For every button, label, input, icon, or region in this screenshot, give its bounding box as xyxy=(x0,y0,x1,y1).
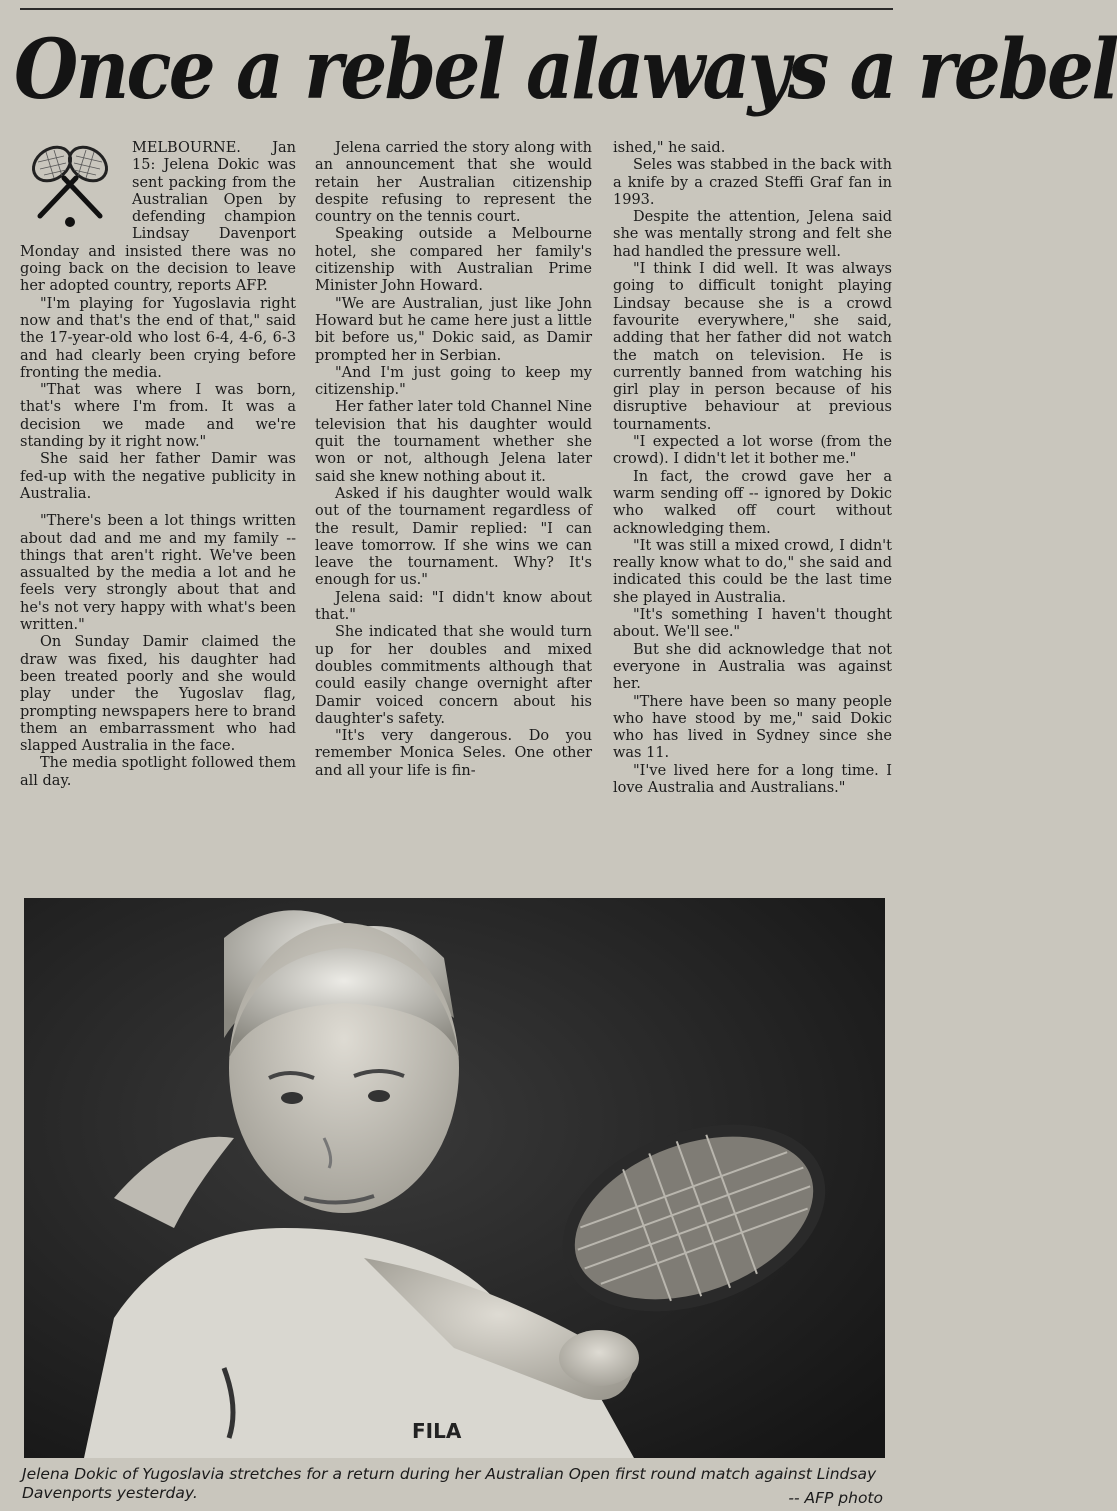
paragraph: Her father later told Channel Nine television that his daughter would quit the tournament whether she won or not, although Jelena later said she knew nothing about it. xyxy=(315,399,592,485)
headline: Once a rebel alaways a rebel xyxy=(14,22,1117,118)
paragraph: "I expected a lot worse (from the crowd). I didn't let it bother me." xyxy=(613,434,892,468)
paragraph: MELBOURNE. Jan 15: Jelena Dokic was sent packing from the Australian Open by defending champion Lindsay Davenport Monday and insisted there was no going back on the decision to leave her adopted country, reports AFP. xyxy=(20,140,296,295)
paragraph: Despite the attention, Jelena said she was mentally strong and felt she had handled the pressure well. xyxy=(613,209,892,260)
paragraph: "I'm playing for Yugoslavia right now and that's the end of that," said the 17-year-old who lost 6-4, 4-6, 6-3 and had clearly been crying before fronting the media. xyxy=(20,295,296,381)
article-column-2 xyxy=(315,140,592,780)
paragraph: "I've lived here for a long time. I love Australia and Australians." xyxy=(613,762,892,796)
paragraph: "It's something I haven't thought about. We'll see." xyxy=(613,607,892,641)
paragraph: Asked if his daughter would walk out of the tournament regardless of the result, Damir replied: "I can leave tomorrow. If she wins we can leave the tournament. Why? It's enough for us." xyxy=(315,485,592,589)
photo-caption: Jelena Dokic of Yugoslavia stretches for a return during her Australian Open first round match against Lindsay Davenports yesterday. xyxy=(22,1465,877,1502)
paragraph: The media spotlight followed them all day. xyxy=(20,755,296,789)
top-rule xyxy=(20,8,893,10)
paragraph: "I think I did well. It was always going to difficult tonight playing Lindsay because she is a crowd favourite everywhere," she said, adding that her father did not watch the match on television. He is currently banned from watching his girl play in person because of his disruptive behaviour at previous tournaments. xyxy=(613,261,892,433)
paragraph: Speaking outside a Melbourne hotel, she compared her family's citizenship with Australian Prime Minister John Howard. xyxy=(315,226,592,295)
article-column-3 xyxy=(613,140,892,797)
news-photo xyxy=(24,898,885,1458)
paragraph: She indicated that she would turn up for her doubles and mixed doubles commitments although that could easily change overnight after Damir voiced concern about his daughter's safety. xyxy=(315,624,592,727)
paragraph: On Sunday Damir claimed the draw was fixed, his daughter had been treated poorly and she would play under the Yugoslav flag, prompting newspapers here to brand them an embarrassment who had slapped Australia in the face. xyxy=(20,634,296,755)
paragraph: Jelena carried the story along with an announcement that she would retain her Australian citizenship despite refusing to represent the country on the tennis court. xyxy=(315,140,592,226)
paragraph: "It was still a mixed crowd, I didn't really know what to do," she said and indicated this could be the last time she played in Australia. xyxy=(613,537,892,606)
paragraph: "There have been so many people who have stood by me," said Dokic who has lived in Sydney since she was 11. xyxy=(613,693,892,762)
photo-credit: -- AFP photo xyxy=(788,1489,883,1507)
article-column-1 xyxy=(20,140,296,790)
paragraph: ished," he said. xyxy=(613,140,726,156)
paragraph: "There's been a lot things written about dad and me and my family -- things that aren't right. We've been assualted by the media a lot and he feels very strongly about that and he's not very happy with what's been written." xyxy=(20,513,296,634)
paragraph: Jelena said: "I didn't know about that." xyxy=(315,589,592,624)
paragraph: She said her father Damir was fed-up with the negative publicity in Australia. xyxy=(20,451,296,502)
paragraph: In fact, the crowd gave her a warm sending off -- ignored by Dokic who walked off court without acknowledging them. xyxy=(613,468,892,537)
paragraph: "And I'm just going to keep my citizenship." xyxy=(315,364,592,399)
paragraph: "We are Australian, just like John Howard but he came here just a little bit before us," Dokic said, as Damir prompted her in Serbian. xyxy=(315,295,592,364)
player-photo-illustration xyxy=(24,898,885,1458)
paragraph: But she did acknowledge that not everyone in Australia was against her. xyxy=(613,641,892,693)
paragraph: Seles was stabbed in the back with a knife by a crazed Steffi Graf fan in 1993. xyxy=(613,157,892,208)
paragraph: "That was where I was born, that's where I'm from. It was a decision we made and we're standing by it right now." xyxy=(20,382,296,451)
tennis-rackets-icon xyxy=(20,142,120,230)
paragraph: "It's very dangerous. Do you remember Monica Seles. One other and all your life is fin- xyxy=(315,728,592,779)
shirt-logo: FILA xyxy=(412,1419,462,1443)
